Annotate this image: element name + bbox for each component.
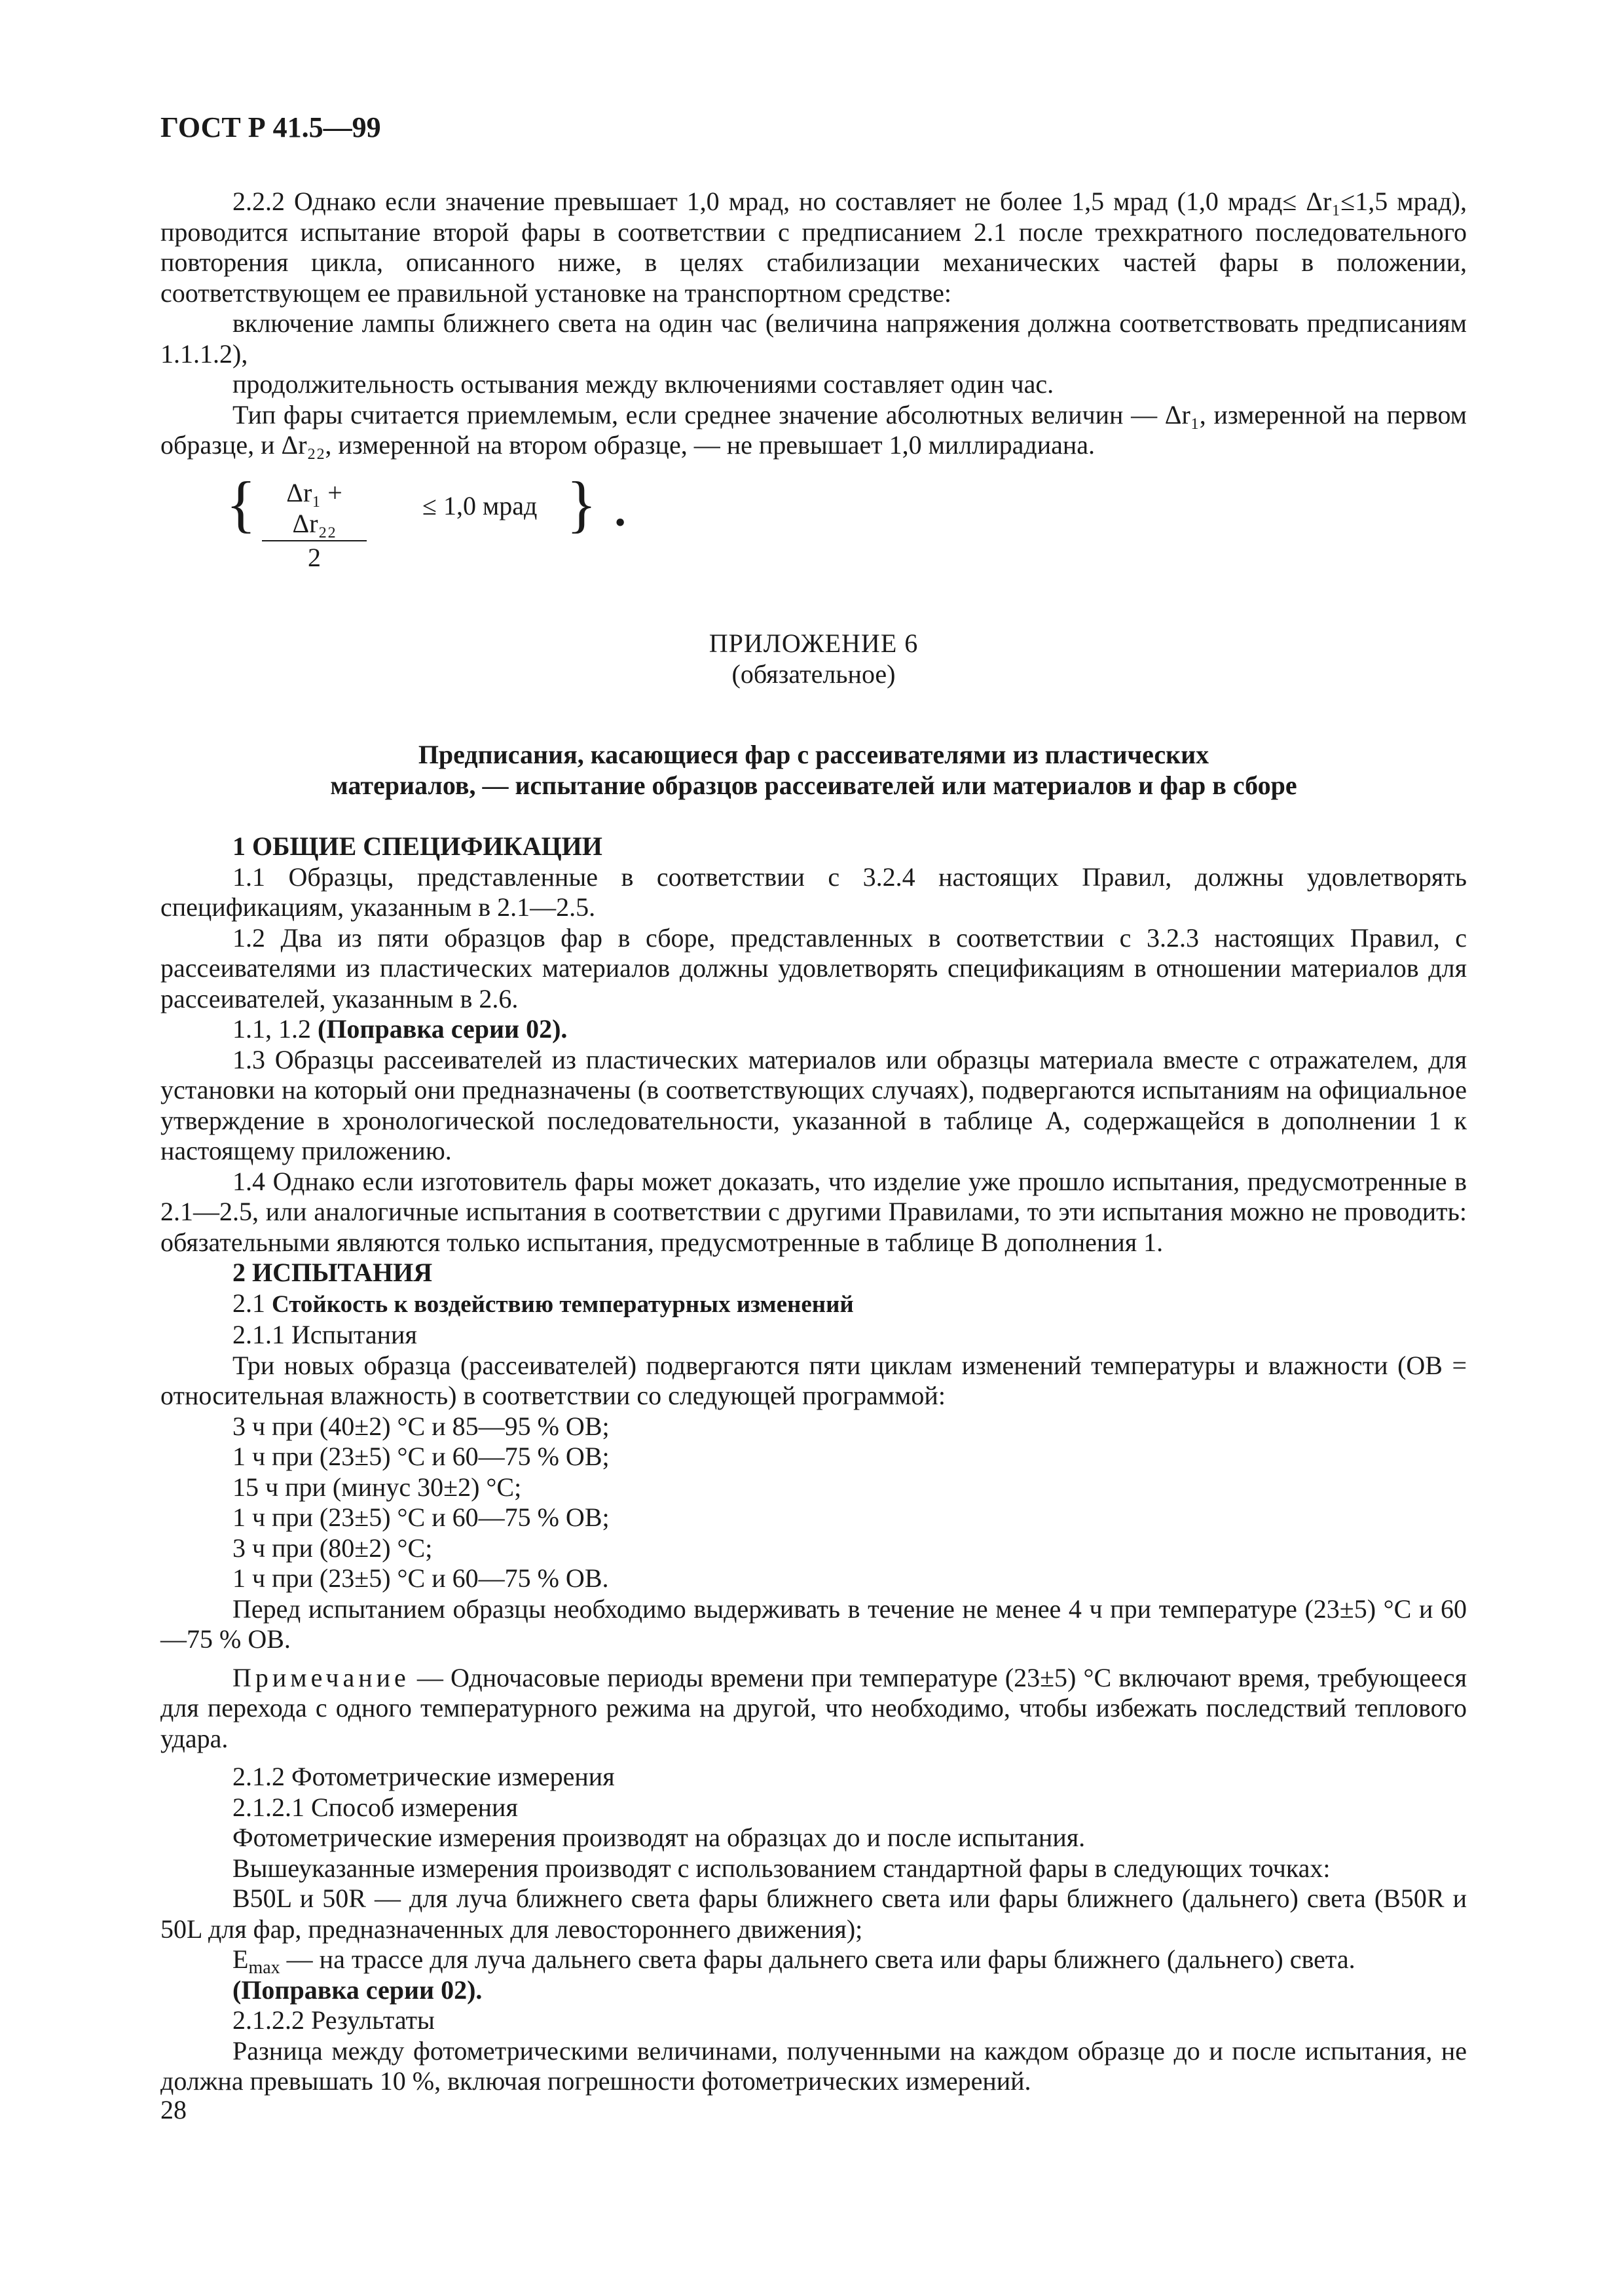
main-body	[160, 831, 1467, 2097]
annex-heading-line-1: Предписания, касающиеся фар с рассеивателями из пластических	[418, 740, 1209, 769]
section-2-1-2: 2.1.2 Фотометрические измерения	[232, 1762, 615, 1791]
formula	[226, 469, 697, 572]
cycle-item: 1 ч при (23±5) °С и 60—75 % ОВ.	[232, 1563, 609, 1593]
note-text: — Одночасовые периоды времени при температуре (23±5) °С включают время, требующееся для перехода с одного температурного режима на другой, что необходимо, чтобы избежать последствий теплового удара.	[160, 1662, 1467, 1753]
paragraph-emax	[160, 1944, 1467, 1978]
cycle-item: 3 ч при (80±2) °С;	[232, 1533, 433, 1563]
emax-text: — на трассе для луча дальнего света фары дальнего света или фары ближнего (дальнего) света.	[280, 1944, 1355, 1974]
paragraph-2-2-2: 2.2.2 Однако если значение превышает 1,0 мрад, но составляет не более 1,5 мрад (1,0 мрад≤ Δr₁≤1,5 мрад), проводится испытание второй фары в соответствии с предписанием 2.1 после трехкратного последовательного повторения цикла, описанного ниже, в целях стабилизации механических частей фары в положении, соответствующем ее правильной установке на транспортном средстве:	[160, 187, 1467, 308]
note	[160, 1663, 1467, 1755]
emax-subscript: max	[248, 1958, 280, 1978]
section-2-heading: 2 ИСПЫТАНИЯ	[232, 1258, 433, 1287]
formula-denominator: 2	[308, 543, 321, 572]
section-2-1-title: Стойкость к воздействию температурных изменений	[272, 1290, 854, 1318]
amendment-2: (Поправка серии 02).	[232, 1975, 483, 2005]
annex-header	[160, 629, 1467, 689]
paragraph-preconditioning: Перед испытанием образцы необходимо выдерживать в течение не менее 4 ч при температуре (23±5) °С и 60—75 % ОВ.	[160, 1594, 1467, 1654]
formula-fraction	[262, 478, 367, 574]
section-2-1-2-2: 2.1.2.2 Результаты	[232, 2005, 435, 2035]
section-1-heading: 1 ОБЩИЕ СПЕЦИФИКАЦИИ	[232, 831, 602, 861]
cycle-item: 1 ч при (23±5) °С и 60—75 % ОВ;	[232, 1503, 610, 1532]
paragraph-photometric-2: Вышеуказанные измерения производят с использованием стандартной фары в следующих точках:	[232, 1853, 1331, 1883]
cycle-item: 1 ч при (23±5) °С и 60—75 % ОВ;	[232, 1442, 610, 1471]
amendment-label: (Поправка серии 02).	[318, 1014, 568, 1044]
paragraph-results: Разница между фотометрическими величинами, полученными на каждом образце до и после испытания, не должна превышать 10 %, включая погрешности фотометрических измерений.	[160, 2035, 1467, 2096]
section-2-1-heading	[160, 1288, 1467, 1321]
paragraph-1-1: 1.1 Образцы, представленные в соответствии с 3.2.4 настоящих Правил, должны удовлетворять спецификациям, указанным в 2.1—2.5.	[160, 862, 1467, 922]
section-2-1-1: 2.1.1 Испытания	[232, 1320, 417, 1349]
annex-heading-line-2: материалов, — испытание образцов рассеивателей или материалов и фар в сборе	[330, 770, 1297, 800]
paragraph-photometric-3: B50L и 50R — для луча ближнего света фары ближнего света или фары ближнего (дальнего) света (B50R и 50L для фар, предназначенных для левостороннего движения);	[160, 1884, 1467, 1944]
document-code: ГОСТ Р 41.5—99	[160, 111, 381, 143]
page-number: 28	[160, 2095, 187, 2124]
note-label: Примечание	[232, 1662, 410, 1692]
paragraph-1-3: 1.3 Образцы рассеивателей из пластических материалов или образцы материала вместе с отражателем, для установки на который они предназначены (в соответствующих случаях), подвергаются испытаниям на официальное утверждение в хронологической последовательности, указанной в таблице А, содержащейся в дополнении 1 к настоящему приложению.	[160, 1044, 1467, 1165]
paragraph-1-2: 1.2 Два из пяти образцов фар в сборе, представленных в соответствии с 3.2.3 настоящих Правил, с рассеивателями из пластических материалов должны удовлетворять спецификациям в отношении материалов для рассеивателей, указанным в 2.6.	[160, 922, 1467, 1013]
annex-title: ПРИЛОЖЕНИЕ 6	[709, 629, 919, 658]
section-2-1-2-1: 2.1.2.1 Способ измерения	[232, 1792, 518, 1822]
formula-numerator: Δr₁ + Δr₂₂	[262, 478, 367, 541]
paragraph-photometric-1: Фотометрические измерения производят на образцах до и после испытания.	[232, 1823, 1086, 1852]
paragraph-cooldown: продолжительность остывания между включениями составляет один час.	[232, 369, 1054, 399]
amendment-prefix: 1.1, 1.2	[232, 1014, 318, 1044]
cycle-item: 15 ч при (минус 30±2) °С;	[232, 1472, 522, 1502]
paragraph-1-4: 1.4 Однако если изготовитель фары может доказать, что изделие уже прошло испытания, предусмотренные в 2.1—2.5, или аналогичные испытания в соответствии с другими Правилами, то эти испытания можно не проводить: обязательными являются только испытания, предусмотренные в таблице В дополнения 1.	[160, 1166, 1467, 1257]
amendment-1-1-1-2	[160, 1014, 1467, 1045]
cycle-item: 3 ч при (40±2) °С и 85—95 % ОВ;	[232, 1411, 610, 1441]
formula-relation: ≤ 1,0 мрад	[422, 491, 538, 520]
annex-subtitle: (обязательное)	[731, 659, 896, 689]
paragraph-acceptance: Тип фары считается приемлемым, если среднее значение абсолютных величин — Δr₁, измеренной на первом образце, и Δr₂₂, измеренной на втором образце, — не превышает 1,0 миллирадиана.	[160, 399, 1467, 460]
formula-close-brace: } .	[566, 469, 629, 539]
annex-heading	[160, 740, 1467, 801]
top-section	[160, 187, 1467, 461]
formula-open-brace: {	[226, 469, 257, 539]
emax-symbol: E	[232, 1944, 249, 1974]
paragraph-cycles: Три новых образца (рассеивателей) подвергаются пяти циклам изменений температуры и влажности (ОВ = относительная влажность) в соответствии со следующей программой:	[160, 1350, 1467, 1410]
paragraph-lamp-on: включение лампы ближнего света на один час (величина напряжения должна соответствовать предписаниям 1.1.1.2),	[160, 308, 1467, 369]
section-2-1-number: 2.1	[232, 1288, 272, 1318]
